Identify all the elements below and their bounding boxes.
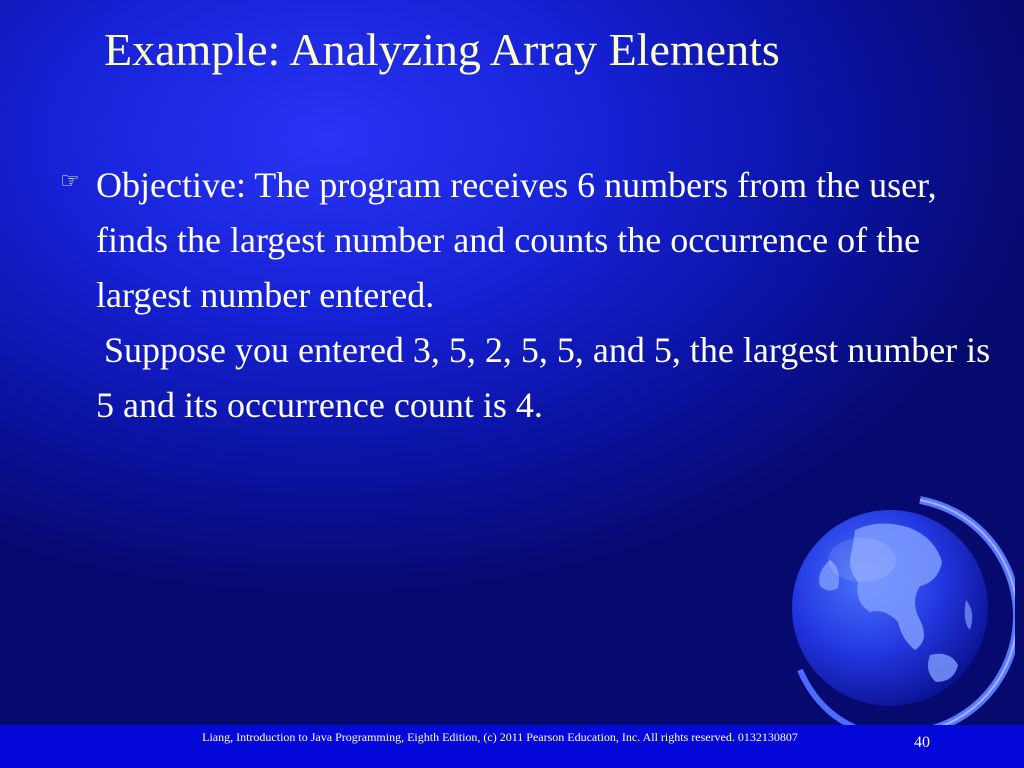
page-number: 40 [914, 734, 930, 751]
bullet-text [96, 158, 996, 433]
objective-paragraph: Objective: The program receives 6 numbers from the user, finds the largest number and counts the occurrence of the largest number entered. [96, 165, 937, 315]
pointing-hand-icon: ☞ [60, 168, 80, 193]
slide-title: Example: Analyzing Array Elements [104, 24, 780, 75]
footer-credit: Liang, Introduction to Java Programming, Eighth Edition, (c) 2011 Pearson Education, Inc. All rights reserved. 0132130807 [202, 730, 798, 744]
example-paragraph: Suppose you entered 3, 5, 2, 5, 5, and 5, the largest number is 5 and its occurrence count is 4. [96, 330, 991, 425]
globe-icon [770, 490, 1015, 745]
bullet-item [60, 158, 1000, 433]
